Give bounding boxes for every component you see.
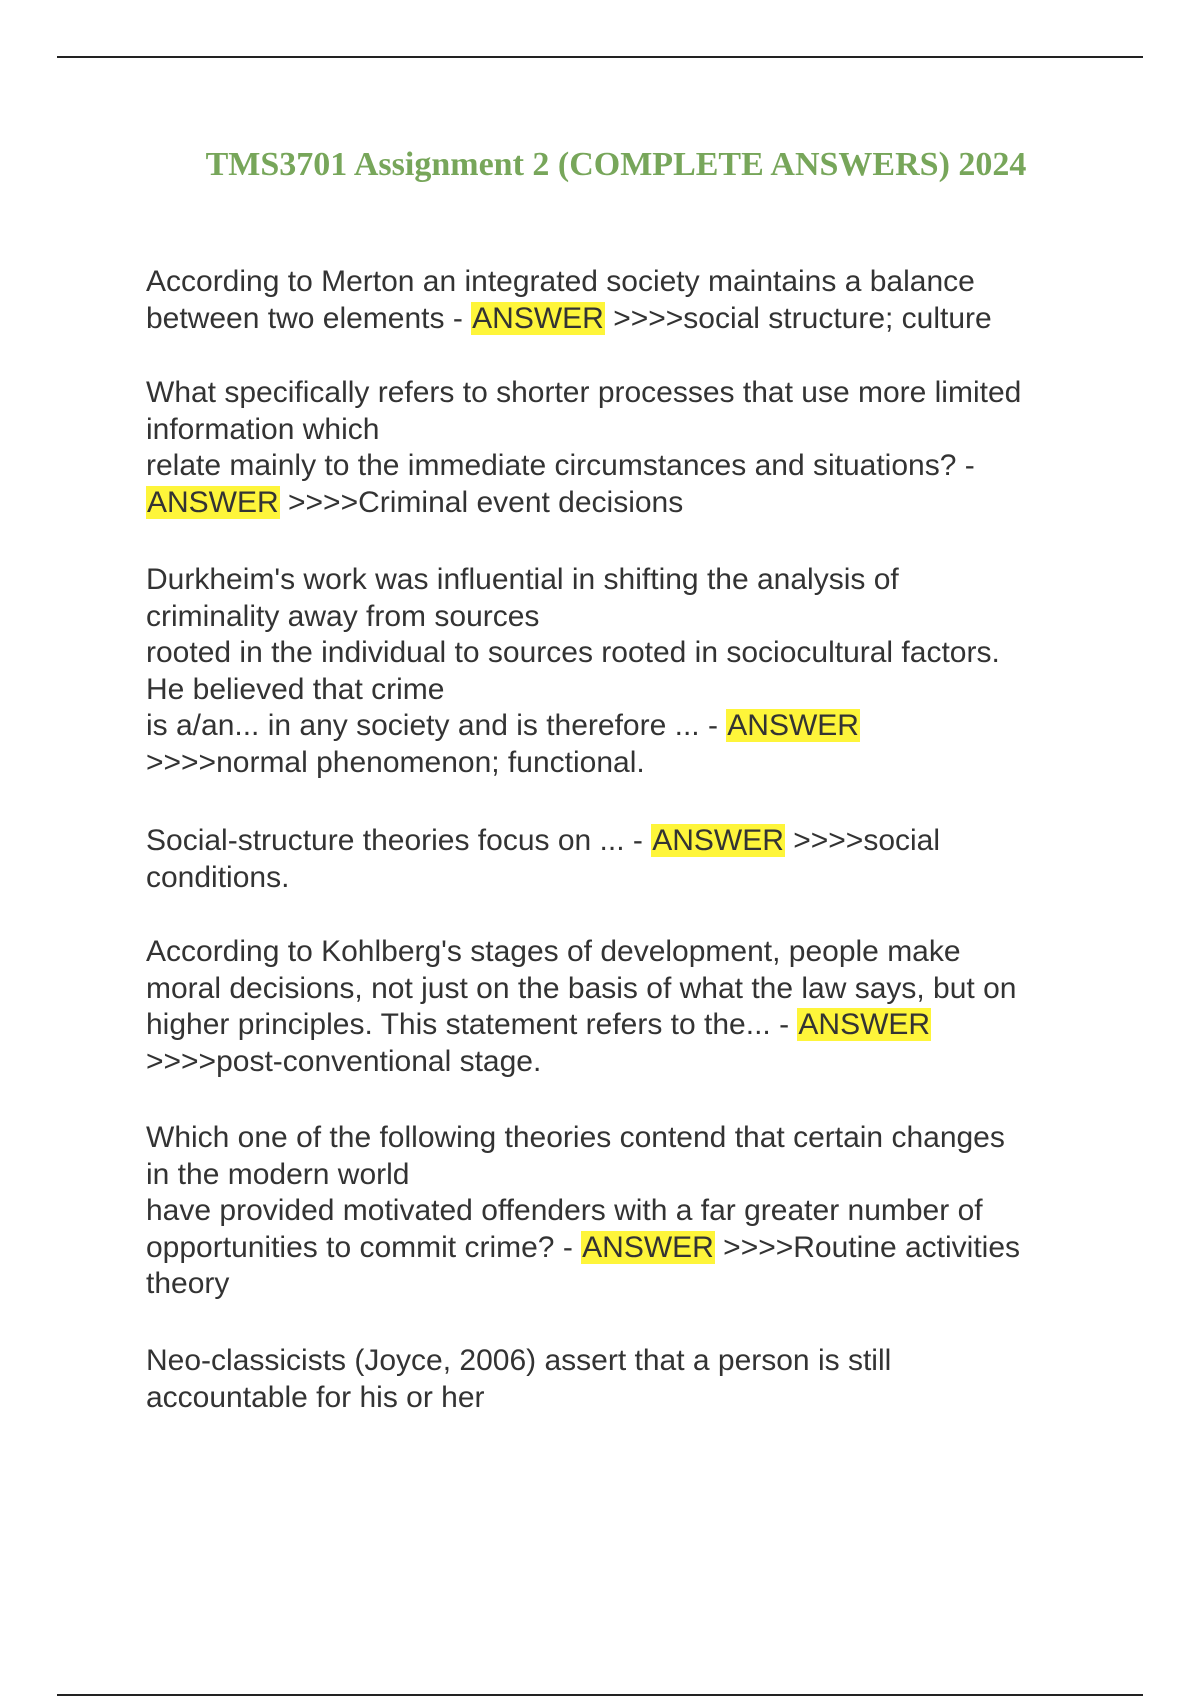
- qa-line: [146, 1007, 1106, 1044]
- qa-line: [146, 1230, 1106, 1267]
- qa-text: opportunities to commit crime? -: [146, 1230, 582, 1264]
- answer-highlight: ANSWER: [798, 1008, 931, 1041]
- answer-highlight: ANSWER: [472, 301, 604, 335]
- qa-line: information which: [146, 412, 380, 446]
- qa-text: Social-structure theories focus on ... -: [146, 824, 652, 857]
- qa-block-6: [146, 1120, 1106, 1303]
- qa-line: [146, 823, 1106, 860]
- qa-block-5: [146, 934, 1106, 1080]
- qa-block-4: [146, 823, 1106, 896]
- answer-text: >>>>social: [784, 824, 941, 857]
- answer-highlight: ANSWER: [582, 1230, 714, 1264]
- qa-line: According to Merton an integrated society maintains a balance: [146, 265, 975, 298]
- qa-block-1: [146, 264, 1106, 337]
- qa-line: >>>>normal phenomenon; functional.: [146, 745, 645, 779]
- qa-line: Which one of the following theories contend that certain changes: [146, 1121, 1005, 1154]
- top-rule: [57, 56, 1143, 58]
- qa-line: in the modern world: [146, 1157, 410, 1191]
- qa-line: >>>>post-conventional stage.: [146, 1044, 542, 1078]
- qa-line: rooted in the individual to sources rooted in sociocultural factors.: [146, 636, 1000, 669]
- qa-line: have provided motivated offenders with a far greater number of: [146, 1194, 983, 1227]
- qa-line: relate mainly to the immediate circumstances and situations? -: [146, 449, 975, 482]
- qa-block-2: [146, 375, 1106, 521]
- document-title: TMS3701 Assignment 2 (COMPLETE ANSWERS) 2024: [205, 146, 1027, 183]
- qa-line: He believed that crime: [146, 672, 445, 706]
- qa-text: higher principles. This statement refers to the... -: [146, 1008, 798, 1041]
- qa-line: [146, 708, 1106, 745]
- answer-text: >>>>social structure; culture: [604, 301, 992, 335]
- qa-line: [146, 301, 1106, 338]
- answer-text: >>>>Criminal event decisions: [279, 485, 684, 519]
- qa-line: Durkheim's work was influential in shifting the analysis of: [146, 563, 899, 596]
- answer-text: >>>>Routine activities: [714, 1230, 1021, 1264]
- qa-line: According to Kohlberg's stages of development, people make: [146, 935, 961, 968]
- answer-highlight: ANSWER: [147, 485, 279, 519]
- qa-text: is a/an... in any society and is therefore ... -: [146, 709, 727, 742]
- qa-line: conditions.: [146, 860, 290, 894]
- qa-line: What specifically refers to shorter processes that use more limited: [146, 376, 1022, 409]
- qa-line: theory: [146, 1267, 230, 1300]
- qa-text: between two elements -: [146, 301, 472, 335]
- answer-highlight: ANSWER: [652, 824, 784, 857]
- qa-line: criminality away from sources: [146, 599, 540, 633]
- qa-block-7: [146, 1343, 1106, 1416]
- answer-highlight: ANSWER: [727, 709, 859, 742]
- qa-block-3: [146, 562, 1106, 781]
- bottom-rule: [57, 1694, 1143, 1696]
- qa-line: moral decisions, not just on the basis of what the law says, but on: [146, 971, 1017, 1005]
- qa-line: accountable for his or her: [146, 1380, 485, 1414]
- qa-line: Neo-classicists (Joyce, 2006) assert that a person is still: [146, 1344, 892, 1377]
- qa-line: [146, 485, 1106, 522]
